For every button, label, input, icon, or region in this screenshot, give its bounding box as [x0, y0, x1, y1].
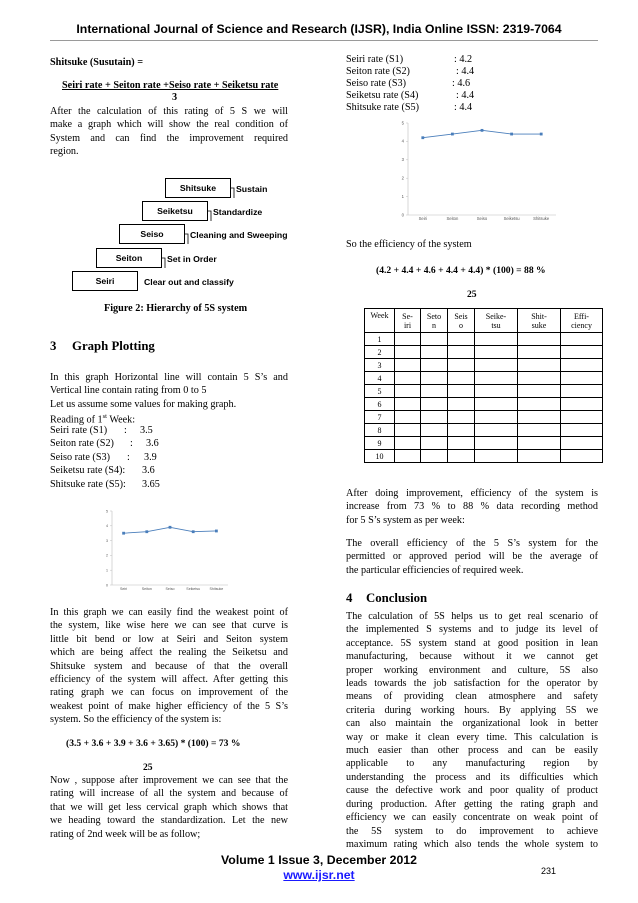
- table-body: [365, 333, 603, 463]
- week1-row: [50, 451, 210, 464]
- table-cell: [561, 424, 603, 437]
- analysis-line: which are being affect the realing the Seiketsu and: [50, 647, 288, 659]
- header-text: Seis: [454, 311, 468, 321]
- table-cell: [475, 333, 518, 346]
- conclusion-line: can also maintain the organizational look in better: [346, 718, 598, 730]
- overall-line: The overall efficiency of the 5 S’s system for the: [346, 538, 598, 549]
- after-line: Now , suppose after improvement we can see that the: [50, 775, 288, 786]
- week2-chart: [396, 117, 564, 229]
- rating-label: Shitsuke rate (S5):: [50, 478, 126, 490]
- y-tick-label: 2: [106, 553, 108, 558]
- week-number-cell: 2: [365, 346, 395, 359]
- y-tick-label: 0: [106, 583, 108, 588]
- step-seiri: Seiri: [72, 271, 138, 291]
- rating-label: Seiso rate (S3): [50, 451, 110, 463]
- table-cell: [395, 385, 421, 398]
- efficiency2-denominator: 25: [467, 289, 477, 300]
- after-line: we heading toward the standardization. Let the new: [50, 815, 288, 827]
- header-efficiency: [561, 309, 603, 333]
- table-cell: [518, 359, 561, 372]
- overall-line: the particular efficiencies of required week.: [346, 564, 524, 576]
- improve-line: After doing improvement, efficiency of the system is: [346, 488, 598, 499]
- data-point: [421, 136, 424, 139]
- label-standardize: Standardize: [213, 207, 263, 217]
- analysis-line: rating graph we can focus on improvement of the: [50, 687, 288, 699]
- x-tick-label: Seiri: [418, 216, 427, 221]
- data-point: [215, 530, 218, 533]
- reading-sup: st: [102, 413, 107, 420]
- header-text: n: [432, 320, 436, 330]
- x-tick-label: Seiketsu: [186, 587, 201, 591]
- section4-number: 4: [346, 591, 353, 605]
- table-cell: [448, 424, 475, 437]
- table-cell: [395, 437, 421, 450]
- week-number-cell: 5: [365, 385, 395, 398]
- table-cell: [561, 372, 603, 385]
- table-cell: [395, 346, 421, 359]
- step-seiketsu: Seiketsu: [142, 201, 208, 221]
- header-text: Effi-: [574, 311, 589, 321]
- data-point: [540, 133, 543, 136]
- efficiency1-formula: (3.5 + 3.6 + 3.9 + 3.6 + 3.65) * (100) = 73 %: [66, 738, 241, 749]
- table-cell: [448, 372, 475, 385]
- table-cell: [475, 359, 518, 372]
- reading-post: Week:: [106, 414, 136, 426]
- table-cell: [518, 437, 561, 450]
- week1-readings: [50, 424, 210, 491]
- week1-row: [50, 478, 210, 491]
- page-number: 231: [541, 866, 557, 876]
- conclusion-line: leads towards the job satisfaction for the operator by: [346, 678, 598, 690]
- week2-readings: [346, 53, 506, 113]
- table-cell: [561, 385, 603, 398]
- conclusion-line: means of providing clean atmosphere and safety: [346, 691, 598, 703]
- table-cell: [561, 411, 603, 424]
- y-tick-label: 1: [401, 193, 404, 199]
- y-tick-label: 4: [401, 138, 404, 144]
- table-cell: [395, 424, 421, 437]
- table-cell: [421, 372, 448, 385]
- week2-row: [346, 65, 506, 77]
- y-tick-label: 5: [106, 509, 108, 514]
- table-header-row: [365, 309, 603, 333]
- table-cell: [561, 398, 603, 411]
- header-text: tsu: [491, 320, 501, 330]
- table-cell: [475, 450, 518, 463]
- week2-row: [346, 77, 506, 89]
- rating-label: Seiso rate (S3): [346, 78, 406, 89]
- figure-caption: Figure 2: Hierarchy of 5S system: [104, 303, 248, 314]
- table-cell: [448, 450, 475, 463]
- rating-label: Seiketsu rate (S4):: [50, 465, 126, 477]
- table-cell: [475, 385, 518, 398]
- table-row: [365, 385, 603, 398]
- data-point: [145, 530, 148, 533]
- table-cell: [448, 359, 475, 372]
- header-seiketsu: [475, 309, 518, 333]
- data-point: [122, 532, 125, 535]
- label-set-in-order: Set in Order: [167, 254, 217, 264]
- table-cell: [518, 333, 561, 346]
- table-cell: [448, 333, 475, 346]
- week2-row: [346, 89, 506, 101]
- y-tick-label: 3: [401, 157, 404, 163]
- rating-value: 3.6: [146, 438, 159, 450]
- table-cell: [518, 424, 561, 437]
- graph-line: Let us assume some values for making graph.: [50, 398, 237, 410]
- step-seiso: Seiso: [119, 224, 185, 244]
- table-cell: [475, 411, 518, 424]
- conclusion-line: much easier than other process and can be easily: [346, 745, 598, 757]
- rating-value: : 4.4: [456, 90, 475, 101]
- after-paragraph: [50, 774, 288, 841]
- graph-paragraph: [50, 371, 288, 411]
- table-cell: [421, 450, 448, 463]
- conclusion-line: maximum rating which also tends the whole system to: [346, 838, 598, 850]
- section3-title: Graph Plotting: [72, 339, 155, 353]
- label-sustain: Sustain: [236, 184, 268, 194]
- y-tick-label: 1: [106, 568, 108, 573]
- table-cell: [395, 359, 421, 372]
- rating-label: Shitsuke rate (S5): [346, 102, 419, 113]
- table-cell: [518, 372, 561, 385]
- table-cell: [448, 437, 475, 450]
- intro-line: After the calculation of this rating of 5 S we will: [50, 106, 288, 117]
- conclusion-line: applicable to any manufacturing region by: [346, 758, 598, 770]
- data-point: [192, 530, 195, 533]
- efficiency1-denominator: 25: [143, 762, 153, 773]
- table-cell: [475, 398, 518, 411]
- rating-value: : 4.4: [456, 66, 475, 77]
- table-cell: [421, 437, 448, 450]
- header-text: iri: [403, 320, 412, 330]
- table-cell: [518, 346, 561, 359]
- conclusion-line: the implemented S systems and to judge its level of: [346, 624, 598, 636]
- conclusion-line: cause the defective work and poor quality of product: [346, 785, 598, 797]
- table-cell: [421, 333, 448, 346]
- table-cell: [475, 372, 518, 385]
- intro-line: make a graph which will show the real condition of: [50, 119, 288, 131]
- table-cell: [518, 411, 561, 424]
- table-cell: [421, 346, 448, 359]
- rating-value: : 4.4: [454, 102, 473, 113]
- rating-sep: :: [127, 451, 130, 463]
- week1-chart: [100, 505, 238, 597]
- intro-paragraph: [50, 105, 288, 159]
- header-rule: [50, 40, 598, 41]
- table-row: [365, 398, 603, 411]
- step-shitsuke: Shitsuke: [165, 178, 231, 198]
- table-cell: [395, 398, 421, 411]
- conclusion-line: the 5S system to do improvement to achieve: [346, 825, 598, 837]
- week-table-wrap: [364, 308, 603, 463]
- table-cell: [421, 398, 448, 411]
- improve-paragraph: [346, 487, 598, 527]
- week1-row: [50, 424, 210, 437]
- table-row: [365, 450, 603, 463]
- header-shitsuke: [518, 309, 561, 333]
- header-text: o: [459, 320, 463, 330]
- formula-denominator: 3: [172, 92, 178, 103]
- data-point: [451, 133, 454, 136]
- table-cell: [421, 411, 448, 424]
- conclusion-line: proper working environment and culture, 5S also: [346, 664, 598, 676]
- rating-value: 3.6: [142, 465, 155, 477]
- y-tick-label: 0: [401, 212, 404, 218]
- conclusion-line: during production. After getting the rating graph and: [346, 798, 598, 810]
- table-cell: [448, 385, 475, 398]
- overall-line: permitted or approved period will be the average of: [346, 551, 598, 563]
- analysis-paragraph: [50, 606, 288, 727]
- header-text: ciency: [571, 320, 592, 330]
- table-cell: [518, 450, 561, 463]
- table-row: [365, 411, 603, 424]
- conclusion-line: The calculation of 5S helps us to get real scenario of: [346, 611, 598, 622]
- week-number-cell: 3: [365, 359, 395, 372]
- rating-value: 3.9: [144, 451, 157, 463]
- week1-chart-svg: [100, 505, 238, 597]
- x-tick-label: Seiton: [141, 587, 152, 591]
- analysis-line: In this graph we can easily find the weakest point of: [50, 607, 288, 618]
- rating-label: Seiri rate (S1): [346, 54, 404, 65]
- table-cell: [395, 372, 421, 385]
- rating-sep: :: [124, 425, 127, 436]
- table-cell: [561, 359, 603, 372]
- conclusion-line: way or make it clean every time. This calculation is: [346, 731, 598, 743]
- week-number-cell: 8: [365, 424, 395, 437]
- week-number-cell: 10: [365, 450, 395, 463]
- table-cell: [421, 385, 448, 398]
- section3-number: 3: [50, 339, 57, 353]
- table-cell: [475, 424, 518, 437]
- x-tick-label: Seiketsu: [503, 216, 520, 221]
- table-cell: [561, 450, 603, 463]
- table-cell: [421, 359, 448, 372]
- label-clear-out: Clear out and classify: [144, 277, 234, 287]
- reading-pre: Reading of 1: [50, 414, 103, 426]
- header-text: Week: [370, 311, 389, 320]
- intro-line: System and can find the improvement required: [50, 132, 288, 144]
- table-cell: [395, 411, 421, 424]
- y-tick-label: 5: [401, 120, 404, 126]
- rating-value: : 4.2: [454, 54, 473, 65]
- rating-label: Seiton rate (S2): [50, 438, 114, 450]
- table-row: [365, 346, 603, 359]
- overall-paragraph: [346, 537, 598, 577]
- header-text: Seike-: [485, 311, 507, 321]
- conclusion-line: manufacturing, because without it we cannot get: [346, 651, 598, 663]
- week-number-cell: 1: [365, 333, 395, 346]
- header-text: Shit-: [531, 311, 547, 321]
- table-cell: [561, 437, 603, 450]
- step-seiton: Seiton: [96, 248, 162, 268]
- x-tick-label: Shitsuke: [533, 216, 550, 221]
- graph-line: Vertical line contain rating from 0 to 5: [50, 385, 207, 397]
- week2-chart-svg: [396, 117, 564, 229]
- after-line: that we will get less cervical graph which shows that: [50, 801, 288, 813]
- footer-url[interactable]: www.ijsr.net: [283, 868, 355, 882]
- analysis-line: little bit bend or low at Seiri and Seiton system: [50, 633, 288, 645]
- y-tick-label: 4: [106, 524, 108, 529]
- table-cell: [561, 333, 603, 346]
- header-seiso: [448, 309, 475, 333]
- week-table: [364, 308, 603, 463]
- table-cell: [448, 346, 475, 359]
- improve-line: for 5 S’s system as per week:: [346, 514, 465, 526]
- table-row: [365, 333, 603, 346]
- after-line: rating will increase of all the system and because of: [50, 788, 288, 800]
- table-cell: [448, 411, 475, 424]
- header-text: suke: [531, 320, 547, 330]
- hierarchy-figure: [66, 178, 296, 290]
- x-tick-label: Seiso: [476, 216, 488, 221]
- analysis-line: the system, like wise here we can see that curve is: [50, 620, 288, 632]
- graph-line: In this graph Horizontal line will contain 5 S’s and: [50, 372, 288, 383]
- y-tick-label: 3: [106, 538, 108, 543]
- label-cleaning: Cleaning and Sweeping: [190, 230, 288, 240]
- header-text: Seto: [426, 311, 442, 321]
- week1-row: [50, 464, 210, 477]
- improve-line: increase from 73 % to 88 % data recording method: [346, 501, 598, 513]
- rating-value: 3.65: [142, 478, 160, 490]
- analysis-line: system. So the efficiency of the system is:: [50, 714, 222, 726]
- week1-row: [50, 437, 210, 450]
- rating-label: Seiri rate (S1): [50, 425, 108, 436]
- rating-value: : 4.6: [452, 78, 471, 89]
- week-number-cell: 4: [365, 372, 395, 385]
- table-cell: [448, 398, 475, 411]
- x-tick-label: Seiso: [165, 587, 175, 591]
- table-cell: [395, 333, 421, 346]
- week2-row: [346, 101, 506, 113]
- analysis-line: efficiency of the system will affect. After getting this: [50, 674, 288, 686]
- table-row: [365, 372, 603, 385]
- x-tick-label: Seiton: [446, 216, 459, 221]
- conclusion-paragraph: [346, 610, 598, 851]
- section4-title: Conclusion: [366, 591, 428, 605]
- rating-label: Seiketsu rate (S4): [346, 90, 419, 101]
- analysis-line: Shitsuke system and because of that the overall: [50, 660, 288, 672]
- table-row: [365, 424, 603, 437]
- conclusion-line: understanding the process and its difficulties which: [346, 771, 598, 783]
- data-point: [510, 133, 513, 136]
- intro-line: region.: [50, 146, 79, 158]
- x-tick-label: Seiri: [119, 587, 128, 591]
- conclusion-line: criteria during working hours. By applying 5S we: [346, 704, 598, 716]
- week2-row: [346, 53, 506, 65]
- table-row: [365, 359, 603, 372]
- conclusion-line: efficiency we can easily concentrate on weak point of: [346, 812, 598, 824]
- table-cell: [518, 385, 561, 398]
- table-cell: [421, 424, 448, 437]
- efficiency2-formula: (4.2 + 4.4 + 4.6 + 4.4 + 4.4) * (100) = 88 %: [376, 265, 546, 276]
- table-cell: [561, 346, 603, 359]
- table-cell: [395, 450, 421, 463]
- rating-value: 3.5: [140, 425, 153, 436]
- data-point: [481, 129, 484, 132]
- table-cell: [475, 437, 518, 450]
- after-line: rating of 2nd week will be as follow;: [50, 828, 201, 840]
- shitsuke-label: Shitsuke (Susutain) =: [50, 57, 144, 68]
- week-number-cell: 7: [365, 411, 395, 424]
- conclusion-line: acceptance. 5S system stand at good position in lean: [346, 637, 598, 649]
- header-week: [365, 309, 395, 333]
- header-seiri: [395, 309, 421, 333]
- x-tick-label: Shitsuke: [209, 587, 224, 591]
- analysis-line: weakest point of make higher efficiency of the 5 S’s: [50, 700, 288, 712]
- rating-sep: :: [130, 438, 133, 450]
- week-number-cell: 9: [365, 437, 395, 450]
- week-number-cell: 6: [365, 398, 395, 411]
- table-cell: [475, 346, 518, 359]
- efficiency-intro: So the efficiency of the system: [346, 239, 472, 250]
- data-point: [169, 526, 172, 529]
- header-text: Se-: [402, 311, 413, 321]
- table-cell: [518, 398, 561, 411]
- journal-header: International Journal of Science and Research (IJSR), India Online ISSN: 2319-7064: [76, 22, 562, 36]
- formula-numerator: Seiri rate + Seiton rate +Seiso rate + Seiketsu rate: [62, 80, 279, 91]
- table-row: [365, 437, 603, 450]
- footer-volume: Volume 1 Issue 3, December 2012: [221, 853, 417, 867]
- y-tick-label: 2: [401, 175, 404, 181]
- header-seiton: [421, 309, 448, 333]
- rating-label: Seiton rate (S2): [346, 66, 410, 77]
